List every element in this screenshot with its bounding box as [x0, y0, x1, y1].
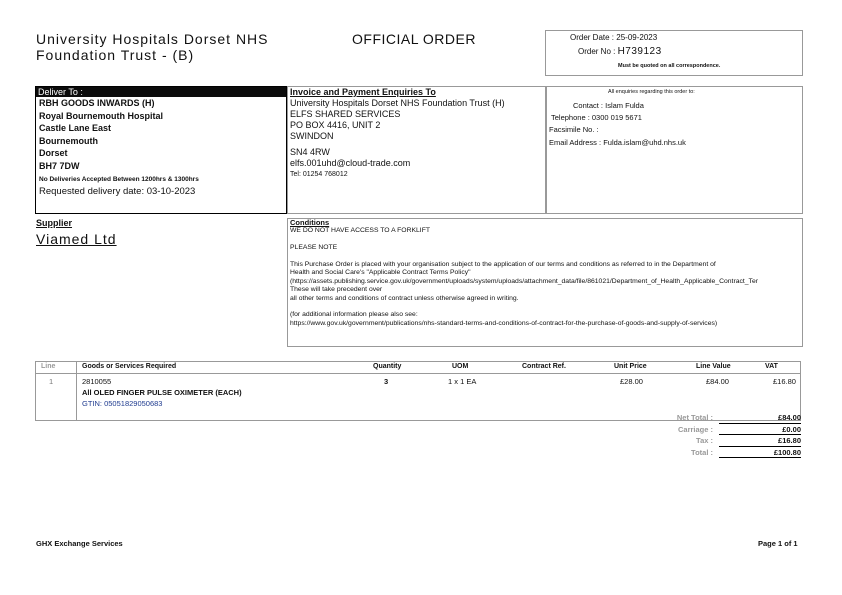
delivery-note: No Deliveries Accepted Between 1200hrs & 1300hrs: [39, 176, 199, 183]
telephone-label: Telephone :: [551, 113, 590, 122]
invoice-heading: Invoice and Payment Enquiries To: [290, 87, 436, 97]
order-number-row: [578, 46, 662, 57]
telephone-number: 0300 019 5671: [591, 113, 642, 122]
email-address[interactable]: Fulda.islam@uhd.nhs.uk: [603, 138, 686, 147]
net-total-label: Net Total :: [676, 413, 713, 422]
net-total: £84.00: [778, 413, 801, 422]
deliver-to-heading: Deliver To :: [36, 87, 286, 97]
contact-row: [573, 101, 644, 110]
fax-row: [549, 125, 599, 134]
invoice-line: SN4 4RW: [290, 147, 330, 157]
document-title: OFFICIAL ORDER: [352, 31, 476, 47]
invoice-line: SWINDON: [290, 131, 334, 141]
deliver-line: Bournemouth: [39, 135, 98, 146]
organisation-name-line2: Foundation Trust - (B): [36, 47, 195, 63]
order-date-row: [570, 33, 657, 42]
col-uom: UOM: [452, 363, 469, 370]
row-gtin: GTIN: 05051829050683: [82, 399, 163, 408]
total-label: Total :: [691, 448, 713, 457]
order-lines-table: [35, 361, 801, 421]
contact-label: Contact :: [573, 101, 604, 110]
invoice-box: [287, 86, 547, 214]
tax-label: Tax :: [696, 436, 713, 445]
conditions-line: This Purchase Order is placed with your organisation subject to the application of our terms and conditions as referred to in the Department of: [290, 261, 716, 269]
deliver-line: Dorset: [39, 148, 68, 158]
col-line-value: Line Value: [696, 363, 731, 370]
email-label: Email Address :: [549, 138, 602, 147]
deliver-line: Castle Lane East: [39, 123, 112, 133]
totals-divider: [719, 423, 801, 424]
totals-divider: [719, 457, 801, 458]
conditions-box: [287, 218, 803, 347]
deliver-line: Royal Bournemouth Hospital: [39, 110, 164, 121]
order-date-label: Order Date :: [570, 33, 615, 42]
fax-label: Facsimile No. :: [549, 125, 599, 134]
conditions-line: (for additional information please also see:: [290, 311, 418, 319]
conditions-line: all other terms and conditions of contract unless otherwise agreed in writing.: [290, 294, 519, 302]
email-row: [549, 138, 686, 147]
row-uom: 1 x 1 EA: [448, 377, 477, 386]
contact-heading: All enquiries regarding this order to:: [608, 89, 695, 95]
row-line-value: £84.00: [706, 377, 729, 386]
conditions-line: [290, 236, 802, 244]
order-date: 25-09-2023: [616, 33, 658, 42]
page-number: Page 1 of 1: [758, 539, 798, 548]
col-line: Line: [41, 363, 56, 370]
invoice-line: ELFS SHARED SERVICES: [290, 109, 401, 119]
quote-note: Must be quoted on all correspondence.: [618, 63, 721, 69]
conditions-line: WE DO NOT HAVE ACCESS TO A FORKLIFT: [290, 227, 430, 235]
conditions-line: These will take precedent over: [290, 286, 383, 294]
row-unit-price: £28.00: [620, 377, 643, 386]
contact-name: Islam Fulda: [605, 101, 644, 110]
totals-divider: [719, 434, 801, 435]
deliver-to-box: [35, 86, 287, 214]
row-description: All OLED FINGER PULSE OXIMETER (EACH): [82, 388, 242, 397]
col-vat: VAT: [765, 363, 778, 370]
organisation-name: [36, 31, 306, 63]
invoice-email: elfs.001uhd@cloud-trade.com: [290, 158, 411, 168]
requested-delivery-date: Requested delivery date: 03-10-2023: [39, 186, 196, 197]
organisation-name-line1: University Hospitals Dorset NHS: [36, 31, 269, 47]
totals-divider: [719, 446, 801, 447]
invoice-line: University Hospitals Dorset NHS Foundation Trust (H): [290, 98, 505, 108]
deliver-line: RBH GOODS INWARDS (H): [39, 98, 155, 108]
invoice-telephone: Tel: 01254 768012: [290, 171, 348, 178]
conditions-heading: Conditions: [290, 218, 330, 227]
col-unit-price: Unit Price: [614, 363, 647, 370]
total-value: £100.80: [773, 448, 801, 457]
totals-section: [633, 413, 803, 463]
telephone-row: [551, 113, 642, 122]
order-number: H739123: [617, 46, 662, 57]
col-goods: Goods or Services Required: [82, 363, 177, 370]
carriage-value: £0.00: [782, 425, 801, 434]
order-number-label: Order No :: [578, 47, 616, 56]
contact-box: [545, 86, 803, 214]
row-vat: £16.80: [773, 377, 796, 386]
order-info-box: [545, 30, 803, 76]
conditions-line: (https://assets.publishing.service.gov.uk/government/uploads/system/uploads/attachment_data/file/861021/Department_of_Health_Applicable_Contract_Ter: [290, 277, 758, 285]
carriage-label: Carriage :: [677, 425, 713, 434]
col-quantity: Quantity: [373, 363, 402, 370]
row-line-number: 1: [49, 377, 54, 386]
conditions-line: https://www.gov.uk/government/publications/nhs-standard-terms-and-conditions-of-contract-for-the-purchase-of-goods-and-supply-of-services): [290, 319, 718, 327]
tax-value: £16.80: [778, 436, 801, 445]
invoice-line: PO BOX 4416, UNIT 2: [290, 120, 381, 130]
supplier-name: Viamed Ltd: [36, 231, 117, 247]
table-header: [35, 361, 801, 374]
conditions-line: PLEASE NOTE: [290, 244, 338, 252]
row-item-code: 2810055: [82, 377, 112, 386]
row-quantity: 3: [384, 377, 389, 386]
supplier-section: [36, 218, 117, 247]
col-contract-ref: Contract Ref.: [522, 363, 566, 370]
conditions-line: [290, 253, 802, 261]
footer-left: GHX Exchange Services: [36, 539, 123, 548]
deliver-line: BH7 7DW: [39, 160, 80, 171]
supplier-heading: Supplier: [36, 218, 73, 228]
conditions-line: Health and Social Care's "Applicable Contract Terms Policy": [290, 269, 471, 277]
conditions-line: [290, 303, 802, 311]
